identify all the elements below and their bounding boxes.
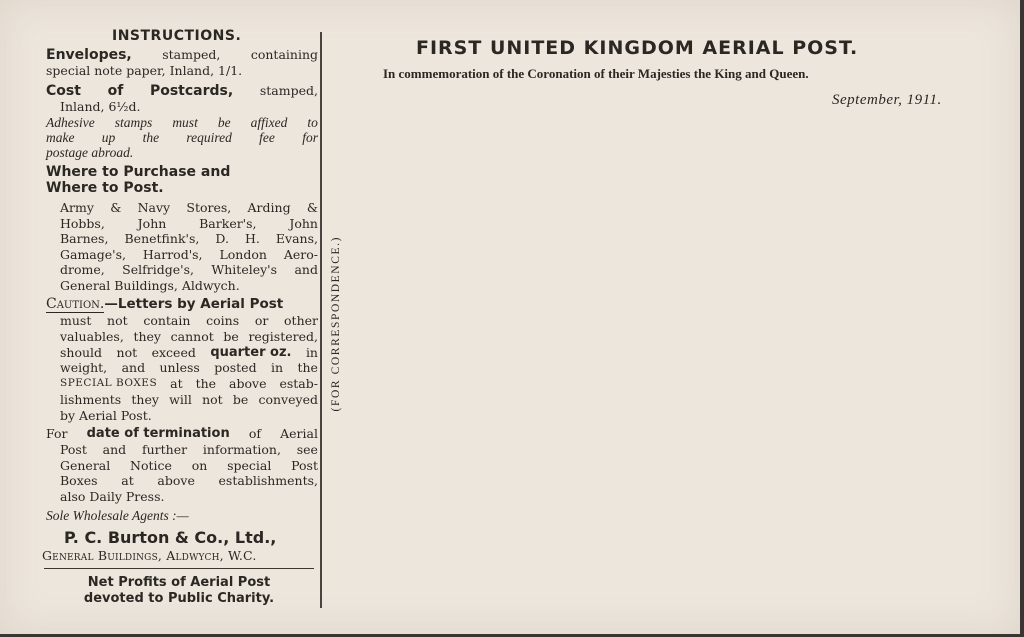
word: fee xyxy=(259,130,275,145)
word: information, xyxy=(202,442,281,457)
instructions-title: INSTRUCTIONS. xyxy=(112,28,242,44)
word: Aero- xyxy=(283,246,318,262)
word: the xyxy=(195,376,217,392)
agent-address: General Buildings, Aldwych, W.C. xyxy=(42,548,257,563)
where-heading: Where to Post. xyxy=(46,180,164,196)
word: registered, xyxy=(248,328,318,344)
caution-line xyxy=(60,313,318,329)
word: Evans, xyxy=(275,231,318,246)
word: drome, xyxy=(60,262,105,277)
word: H. xyxy=(245,231,260,246)
where-line xyxy=(60,216,318,232)
word: Aerial xyxy=(280,426,318,441)
profits-rule xyxy=(44,568,314,569)
word: above xyxy=(229,376,267,392)
termination-line xyxy=(60,442,318,458)
word: cannot xyxy=(170,328,214,344)
word: conveyed xyxy=(258,391,318,407)
correspondence-label: (FOR CORRESPONDENCE.) xyxy=(330,236,342,412)
word: lishments xyxy=(60,391,122,407)
word: Boxes xyxy=(60,473,98,488)
word: be xyxy=(223,328,239,344)
word: and xyxy=(102,442,127,457)
caution-heading: —Letters by Aerial Post xyxy=(104,296,284,312)
word: be xyxy=(232,391,249,407)
word: Post xyxy=(291,457,318,473)
word: General xyxy=(60,457,111,473)
word: John xyxy=(137,215,167,231)
word: & xyxy=(110,200,122,215)
word: make xyxy=(46,130,75,145)
column-divider xyxy=(320,32,322,608)
cost-heading-word: Postcards, xyxy=(149,83,234,99)
agent-name: P. C. Burton & Co., Ltd., xyxy=(64,528,277,547)
word: contain xyxy=(143,313,191,328)
where-line xyxy=(60,262,318,278)
termination-line xyxy=(60,458,318,474)
word: Barnes, xyxy=(60,231,109,246)
word: other xyxy=(284,313,318,328)
word: Notice xyxy=(130,457,172,473)
word: see xyxy=(296,442,318,457)
cost-heading-word: of xyxy=(107,83,124,99)
word: must xyxy=(172,115,198,130)
word: and xyxy=(121,360,146,376)
adhesive-line: postage abroad. xyxy=(46,145,134,160)
word: the xyxy=(142,130,160,145)
word: they xyxy=(133,328,161,344)
word: unless xyxy=(159,360,200,376)
word: not xyxy=(107,313,128,328)
word: to xyxy=(307,115,318,130)
postcard-subtitle: In commemoration of the Coronation of their Majesties the King and Queen. xyxy=(383,66,809,81)
caution-line xyxy=(60,392,318,408)
word: not xyxy=(116,344,138,360)
word: Harrod's, xyxy=(142,246,203,262)
word: Hobbs, xyxy=(60,215,105,231)
word: London xyxy=(219,246,267,262)
word: up xyxy=(101,130,116,145)
cost-section xyxy=(46,83,318,114)
word: above xyxy=(157,473,195,488)
where-line xyxy=(60,231,318,247)
termination-line: also Daily Press. xyxy=(60,488,165,504)
envelopes-line: special note paper, Inland, 1/1. xyxy=(46,63,243,78)
envelopes-heading: Envelopes, xyxy=(46,47,132,63)
cost-heading-word: Cost xyxy=(46,83,81,99)
cost-line: Inland, 6½d. xyxy=(60,99,141,114)
word: at xyxy=(121,473,134,488)
where-heading: Where to Purchase and xyxy=(46,164,231,180)
word: establishments, xyxy=(218,473,318,488)
word: at xyxy=(170,376,183,392)
word: Arding xyxy=(247,200,291,215)
word: of xyxy=(248,426,261,441)
word: Selfridge's, xyxy=(122,262,194,277)
word: special xyxy=(227,457,272,473)
adhesive-line xyxy=(46,115,318,130)
profits-line: devoted to Public Charity. xyxy=(83,591,275,606)
postcard-title: FIRST UNITED KINGDOM AERIAL POST. xyxy=(416,37,859,59)
word: Gamage's, xyxy=(60,246,126,262)
profits-line: Net Profits of Aerial Post xyxy=(87,575,271,590)
word: in xyxy=(305,344,318,360)
agents-label: Sole Wholesale Agents :— xyxy=(46,508,189,523)
word: SPECIAL BOXES xyxy=(60,377,158,390)
word: estab- xyxy=(279,376,318,392)
cost-word: stamped, xyxy=(259,83,318,98)
caution-line xyxy=(60,360,318,376)
word: in xyxy=(271,360,284,376)
envelopes-word: stamped, xyxy=(162,47,221,62)
word: Adhesive xyxy=(46,115,95,130)
termination-line xyxy=(46,426,318,442)
word: weight, xyxy=(60,360,108,376)
word: Post xyxy=(60,442,87,457)
word: For xyxy=(46,426,68,441)
termination-line xyxy=(60,473,318,489)
caution-section xyxy=(46,295,318,424)
word: quarter oz. xyxy=(210,344,292,360)
word: and xyxy=(294,262,318,277)
word: for xyxy=(302,130,318,145)
postcard-date: September, 1911. xyxy=(832,92,942,108)
word: Navy xyxy=(137,200,171,215)
word: Benetfink's, xyxy=(124,231,200,246)
word: Whiteley's xyxy=(211,262,278,277)
word: exceed xyxy=(151,344,196,360)
word: further xyxy=(141,442,188,457)
word: required xyxy=(186,130,232,145)
word: not xyxy=(202,391,223,407)
caution-label: Caution. xyxy=(46,296,105,312)
envelopes-section xyxy=(46,47,318,78)
word: affixed xyxy=(250,115,288,130)
envelopes-word: containing xyxy=(250,47,318,62)
termination-section xyxy=(46,426,318,504)
word: should xyxy=(60,344,103,360)
word: & xyxy=(306,200,318,215)
word: posted xyxy=(214,360,257,376)
word: John xyxy=(289,215,318,231)
word: valuables, xyxy=(60,328,124,344)
caution-line xyxy=(60,376,318,392)
word: must xyxy=(60,313,92,328)
word: coins xyxy=(206,313,240,328)
where-to-section xyxy=(46,164,318,293)
caution-line xyxy=(60,329,318,345)
caution-line xyxy=(60,345,318,361)
where-line xyxy=(60,247,318,263)
word: date of termination xyxy=(86,426,230,441)
word: Barker's, xyxy=(199,215,257,231)
word: Army xyxy=(60,200,94,215)
word: the xyxy=(297,360,318,376)
adhesive-note xyxy=(46,115,318,160)
where-line xyxy=(60,200,318,216)
word: be xyxy=(217,115,231,130)
where-line: General Buildings, Aldwych. xyxy=(60,277,240,293)
profits-note xyxy=(63,575,295,607)
word: will xyxy=(169,391,192,407)
word: or xyxy=(254,313,269,328)
word: Stores, xyxy=(186,200,232,215)
adhesive-line xyxy=(46,130,318,145)
caution-line: by Aerial Post. xyxy=(60,407,152,423)
word: on xyxy=(191,457,208,473)
word: D. xyxy=(215,231,229,246)
word: they xyxy=(131,391,159,407)
word: stamps xyxy=(114,115,153,130)
